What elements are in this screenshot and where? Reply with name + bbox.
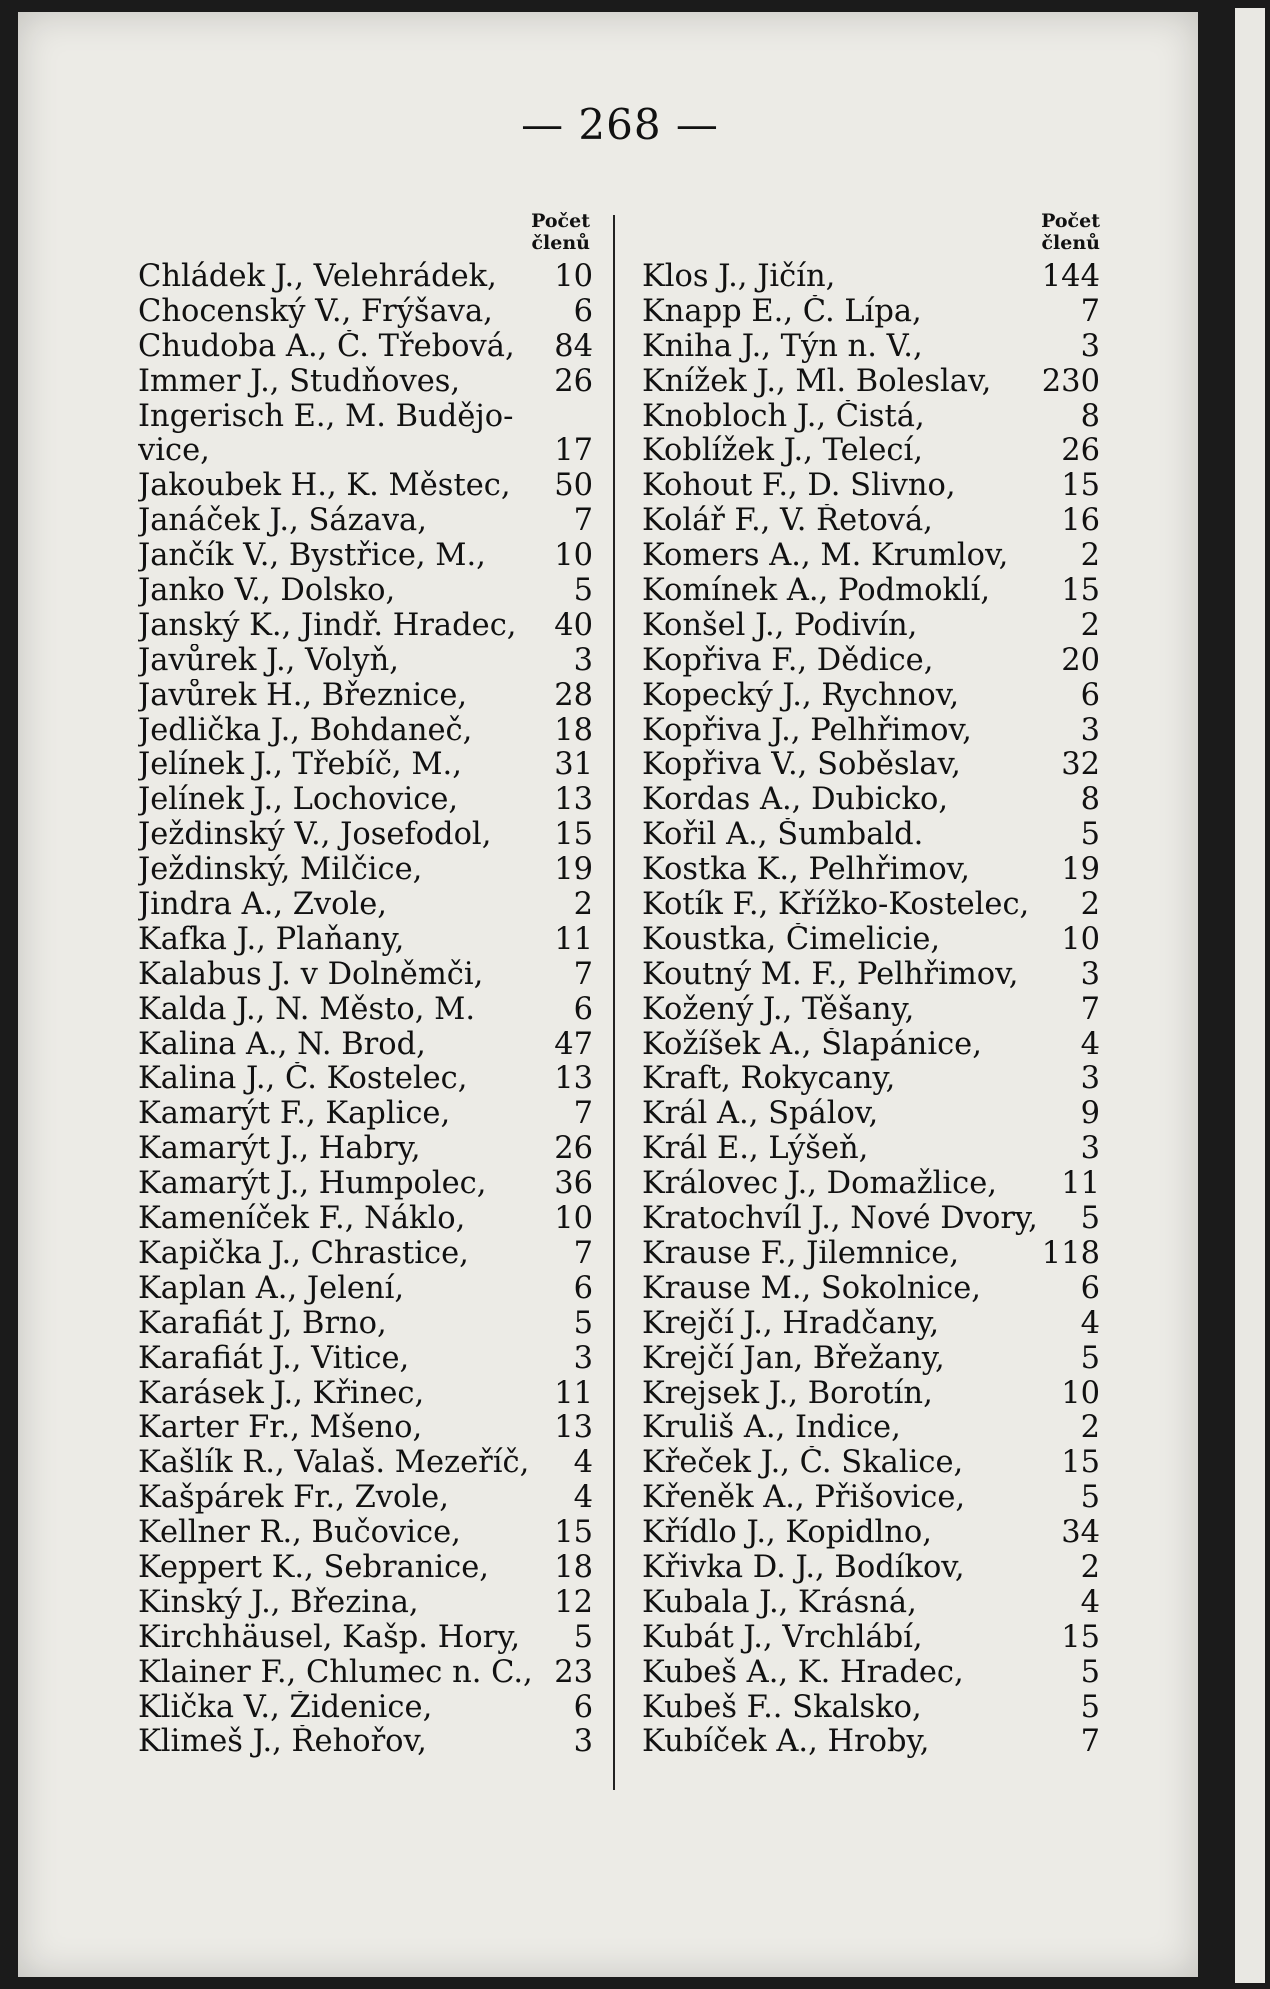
member-count: 7 <box>573 1235 593 1271</box>
list-item <box>642 1586 1100 1621</box>
member-count: 18 <box>554 712 593 748</box>
member-count: 3 <box>573 1724 593 1760</box>
member-name-place: Kniha J., Týn n. V., <box>642 329 923 364</box>
left-column-header-line2: členů <box>531 232 590 254</box>
member-name-place: Kruliš A., Indice, <box>642 1411 901 1446</box>
member-count: 31 <box>554 747 593 783</box>
list-item <box>138 1516 593 1551</box>
member-count: 10 <box>1061 921 1100 957</box>
list-item <box>138 469 593 504</box>
member-name-place: Kolář F., V. Řetová, <box>642 504 933 539</box>
member-count: 2 <box>1080 538 1100 574</box>
list-item <box>138 923 593 958</box>
member-name-place: Chudoba A., Č. Třebová, <box>138 329 515 364</box>
member-name-place: Knížek J., Ml. Boleslav, <box>642 364 992 399</box>
member-name-place: Kraft, Rokycany, <box>642 1062 896 1097</box>
member-name-place: Kaplan A., Jelení, <box>138 1271 405 1306</box>
member-name-place: Kapička J., Chrastice, <box>138 1236 469 1271</box>
list-item <box>642 1028 1100 1063</box>
member-count: 11 <box>554 921 593 957</box>
list-item <box>642 1551 1100 1586</box>
list-item <box>642 1342 1100 1377</box>
member-name-place: Kratochvíl J., Nové Dvory, <box>642 1202 1038 1237</box>
member-name-place: Janský K., Jindř. Hradec, <box>138 608 517 643</box>
member-count: 13 <box>554 1410 593 1446</box>
list-item <box>642 1237 1100 1272</box>
member-name-place: Kubeš F.. Skalsko, <box>642 1690 922 1725</box>
list-item <box>138 1202 593 1237</box>
list-item <box>138 1377 593 1412</box>
right-column-header <box>990 210 1100 254</box>
member-count: 16 <box>1061 503 1100 539</box>
member-name-place: Kopřiva J., Pelhřimov, <box>642 713 972 748</box>
member-count: 10 <box>554 1201 593 1237</box>
list-item <box>138 295 593 330</box>
list-item <box>642 1481 1100 1516</box>
member-name-place: Jančík V., Bystřice, M., <box>138 539 486 574</box>
member-name-place: Křeněk A., Přišovice, <box>642 1481 966 1516</box>
list-item <box>642 574 1100 609</box>
member-name-place: Kostka K., Pelhřimov, <box>642 853 970 888</box>
member-name-place: Jedlička J., Bohdaneč, <box>138 713 473 748</box>
member-count: 5 <box>1080 817 1100 853</box>
member-count: 15 <box>554 817 593 853</box>
member-count: 15 <box>554 1515 593 1551</box>
member-count: 2 <box>1080 607 1100 643</box>
member-count: 2 <box>1080 887 1100 923</box>
member-name-place: Klos J., Jičín, <box>642 260 836 294</box>
member-name-place: Komínek A., Podmoklí, <box>642 574 991 609</box>
member-name-place: Karter Fr., Mšeno, <box>138 1411 423 1446</box>
list-item <box>138 679 593 714</box>
member-count: 15 <box>1061 573 1100 609</box>
member-name-place: Janko V., Dolsko, <box>138 574 396 609</box>
list-item <box>138 1167 593 1202</box>
member-count: 5 <box>1080 1654 1100 1690</box>
member-name-place: Koustka, Čimelicie, <box>642 922 941 957</box>
list-item <box>138 330 593 365</box>
member-count: 23 <box>554 1654 593 1690</box>
list-item <box>642 853 1100 888</box>
member-count: 5 <box>1080 1689 1100 1725</box>
member-count: 26 <box>554 1131 593 1167</box>
list-item <box>138 1411 593 1446</box>
member-name-place: Kafka J., Plaňany, <box>138 922 405 957</box>
list-item <box>138 504 593 539</box>
left-column-header <box>480 210 590 254</box>
member-count: 5 <box>573 1619 593 1655</box>
member-name-place: Keppert K., Sebranice, <box>138 1550 489 1585</box>
member-count: 10 <box>554 538 593 574</box>
list-item <box>138 1691 593 1726</box>
member-count: 34 <box>1061 1515 1100 1551</box>
member-count: 7 <box>573 1096 593 1132</box>
list-item <box>138 888 593 923</box>
list-item <box>642 1272 1100 1307</box>
member-name-place: Javůrek J., Volyň, <box>138 643 399 678</box>
member-name-place: Kameníček F., Náklo, <box>138 1202 466 1237</box>
list-item <box>642 644 1100 679</box>
member-count: 3 <box>573 642 593 678</box>
member-name-place: Kalda J., N. Město, M. <box>138 992 476 1027</box>
member-name-place: Koutný M. F., Pelhřimov, <box>642 957 1019 992</box>
list-item <box>138 1725 593 1760</box>
member-name-place: Kellner R., Bučovice, <box>138 1516 461 1551</box>
member-count: 7 <box>1080 991 1100 1027</box>
member-count: 40 <box>554 607 593 643</box>
member-count: 118 <box>1041 1235 1100 1271</box>
member-name-place: Karásek J., Křinec, <box>138 1376 425 1411</box>
member-name-place: Kamarýt J., Habry, <box>138 1132 421 1167</box>
list-item <box>138 1097 593 1132</box>
column-divider <box>613 215 615 1790</box>
member-count: 2 <box>1080 1549 1100 1585</box>
member-name-place: Kubala J., Krásná, <box>642 1585 917 1620</box>
member-name-place: Immer J., Studňoves, <box>138 364 461 399</box>
member-count: 19 <box>554 852 593 888</box>
list-item <box>138 1237 593 1272</box>
list-item <box>138 400 593 435</box>
member-name-place: Krejčí Jan, Břežany, <box>642 1341 945 1376</box>
member-name-place: Klimeš J., Řehořov, <box>138 1725 427 1760</box>
member-name-place: Kinský J., Březina, <box>138 1585 419 1620</box>
member-count: 2 <box>573 887 593 923</box>
member-name-place: Kalina J., Č. Kostelec, <box>138 1062 468 1097</box>
list-item <box>138 1481 593 1516</box>
list-item <box>642 714 1100 749</box>
list-item <box>138 539 593 574</box>
member-name-place: Král E., Lýšeň, <box>642 1132 869 1167</box>
member-count: 6 <box>573 991 593 1027</box>
list-item <box>642 1411 1100 1446</box>
list-item <box>138 1062 593 1097</box>
list-item <box>642 958 1100 993</box>
member-count: 3 <box>1080 956 1100 992</box>
list-item <box>642 1202 1100 1237</box>
list-item <box>138 1028 593 1063</box>
member-count: 6 <box>1080 1270 1100 1306</box>
list-item <box>138 1446 593 1481</box>
member-count: 3 <box>573 1340 593 1376</box>
member-count: 4 <box>1080 1584 1100 1620</box>
member-name-place: Ježdinský V., Josefodol, <box>138 818 492 853</box>
member-name-place: vice, <box>138 434 210 469</box>
member-name-place: Knobloch J., Čistá, <box>642 399 925 434</box>
list-item <box>642 504 1100 539</box>
right-column-list <box>642 260 1100 1760</box>
member-name-place: Kamarýt F., Kaplice, <box>138 1097 451 1132</box>
member-name-place: Kašpárek Fr., Zvole, <box>138 1481 449 1516</box>
member-name-place: Kirchhäusel, Kašp. Hory, <box>138 1620 521 1655</box>
member-name-place: Kožený J., Těšany, <box>642 992 915 1027</box>
list-item <box>138 783 593 818</box>
member-count: 11 <box>554 1375 593 1411</box>
member-name-place: Ingerisch E., M. Budějo- <box>138 399 514 434</box>
list-item <box>138 1656 593 1691</box>
left-column-header-line1: Počet <box>531 210 590 232</box>
member-count: 3 <box>1080 1131 1100 1167</box>
member-count: 47 <box>554 1026 593 1062</box>
member-name-place: Janáček J., Sázava, <box>138 504 427 539</box>
list-item <box>138 260 593 295</box>
member-count: 15 <box>1061 1619 1100 1655</box>
list-item <box>642 1132 1100 1167</box>
list-item <box>138 574 593 609</box>
member-name-place: Křeček J., Č. Skalice, <box>642 1446 964 1481</box>
member-count: 36 <box>554 1166 593 1202</box>
list-item <box>642 748 1100 783</box>
member-name-place: Ježdinský, Milčice, <box>138 853 423 888</box>
member-name-place: Jakoubek H., K. Městec, <box>138 469 511 504</box>
member-count: 15 <box>1061 468 1100 504</box>
member-count: 26 <box>554 363 593 399</box>
list-item <box>642 400 1100 435</box>
list-item <box>642 1167 1100 1202</box>
list-item <box>642 1307 1100 1342</box>
member-name-place: Královec J., Domažlice, <box>642 1167 997 1202</box>
member-name-place: Král A., Spálov, <box>642 1097 879 1132</box>
member-name-place: Kožíšek A., Šlapánice, <box>642 1027 982 1062</box>
member-count: 12 <box>554 1584 593 1620</box>
member-count: 5 <box>1080 1340 1100 1376</box>
list-item <box>642 260 1100 295</box>
list-item <box>642 1516 1100 1551</box>
member-name-place: Kalabus J. v Dolněmči, <box>138 957 484 992</box>
list-item <box>138 818 593 853</box>
list-item <box>642 330 1100 365</box>
member-name-place: Krejsek J., Borotín, <box>642 1376 933 1411</box>
member-name-place: Jindra A., Zvole, <box>138 888 388 923</box>
member-count: 6 <box>573 293 593 329</box>
member-count: 11 <box>1061 1166 1100 1202</box>
list-item <box>642 923 1100 958</box>
member-name-place: Karafiát J, Brno, <box>138 1306 387 1341</box>
member-name-place: Kopecký J., Rychnov, <box>642 678 960 713</box>
member-count: 6 <box>1080 677 1100 713</box>
list-item <box>138 1586 593 1621</box>
list-item <box>138 1272 593 1307</box>
member-count: 50 <box>554 468 593 504</box>
list-item <box>642 365 1100 400</box>
member-count: 84 <box>554 328 593 364</box>
list-item <box>138 958 593 993</box>
list-item <box>138 644 593 679</box>
member-name-place: Javůrek H., Březnice, <box>138 678 468 713</box>
member-count: 5 <box>573 573 593 609</box>
member-count: 5 <box>1080 1480 1100 1516</box>
member-name-place: Kohout F., D. Slivno, <box>642 469 956 504</box>
list-item <box>138 1132 593 1167</box>
member-count: 19 <box>1061 852 1100 888</box>
list-item <box>642 1377 1100 1412</box>
list-item <box>138 434 593 469</box>
member-count: 4 <box>1080 1305 1100 1341</box>
member-count: 6 <box>573 1689 593 1725</box>
right-column-header-line1: Počet <box>1041 210 1100 232</box>
member-name-place: Kordas A., Dubicko, <box>642 783 949 818</box>
list-item <box>138 853 593 888</box>
member-count: 7 <box>1080 1724 1100 1760</box>
list-item <box>642 679 1100 714</box>
member-count: 7 <box>573 956 593 992</box>
list-item <box>642 1097 1100 1132</box>
list-item <box>138 609 593 644</box>
member-count: 8 <box>1080 782 1100 818</box>
list-item <box>642 888 1100 923</box>
list-item <box>642 1621 1100 1656</box>
list-item <box>138 714 593 749</box>
member-count: 6 <box>573 1270 593 1306</box>
member-name-place: Komers A., M. Krumlov, <box>642 539 1009 574</box>
next-page-edge <box>1235 8 1265 1983</box>
list-item <box>642 1691 1100 1726</box>
member-count: 13 <box>554 1061 593 1097</box>
list-item <box>642 1446 1100 1481</box>
member-name-place: Jelínek J., Lochovice, <box>138 783 459 818</box>
member-count: 4 <box>573 1445 593 1481</box>
left-column-list <box>138 260 593 1760</box>
member-count: 8 <box>1080 398 1100 434</box>
member-count: 20 <box>1061 642 1100 678</box>
member-count: 10 <box>1061 1375 1100 1411</box>
member-name-place: Knapp E., Č. Lípa, <box>642 294 922 329</box>
member-name-place: Kotík F., Křížko-Kostelec, <box>642 888 1030 923</box>
member-count: 32 <box>1061 747 1100 783</box>
list-item <box>138 1342 593 1377</box>
list-item <box>642 539 1100 574</box>
member-name-place: Kubát J., Vrchlábí, <box>642 1620 923 1655</box>
list-item <box>138 748 593 783</box>
right-column-header-line2: členů <box>1041 232 1100 254</box>
list-item <box>138 993 593 1028</box>
member-count: 5 <box>1080 1201 1100 1237</box>
member-count: 26 <box>1061 433 1100 469</box>
member-name-place: Chládek J., Velehrádek, <box>138 260 497 294</box>
list-item <box>642 609 1100 644</box>
list-item <box>642 1062 1100 1097</box>
page-number: — 268 — <box>521 100 719 149</box>
list-item <box>642 783 1100 818</box>
member-count: 13 <box>554 782 593 818</box>
member-name-place: Jelínek J., Třebíč, M., <box>138 748 462 783</box>
member-count: 9 <box>1080 1096 1100 1132</box>
member-count: 144 <box>1041 259 1100 294</box>
list-item <box>642 469 1100 504</box>
member-name-place: Krause F., Jilemnice, <box>642 1236 960 1271</box>
member-count: 7 <box>1080 293 1100 329</box>
list-item <box>642 818 1100 853</box>
list-item <box>642 1725 1100 1760</box>
member-count: 4 <box>1080 1026 1100 1062</box>
member-count: 230 <box>1041 363 1100 399</box>
member-count: 28 <box>554 677 593 713</box>
member-name-place: Klička V., Židenice, <box>138 1690 433 1725</box>
member-count: 3 <box>1080 328 1100 364</box>
member-count: 5 <box>573 1305 593 1341</box>
member-name-place: Klainer F., Chlumec n. C., <box>138 1655 533 1690</box>
list-item <box>642 1656 1100 1691</box>
member-count: 18 <box>554 1549 593 1585</box>
member-count: 10 <box>554 259 593 294</box>
list-item <box>138 1621 593 1656</box>
member-name-place: Konšel J., Podivín, <box>642 608 918 643</box>
member-name-place: Kopřiva F., Dědice, <box>642 643 934 678</box>
member-name-place: Chocenský V., Frýšava, <box>138 294 493 329</box>
member-name-place: Koblížek J., Telecí, <box>642 434 923 469</box>
member-count: 15 <box>1061 1445 1100 1481</box>
member-count: 2 <box>1080 1410 1100 1446</box>
list-item <box>138 1307 593 1342</box>
list-item <box>138 365 593 400</box>
member-name-place: Karafiát J., Vitice, <box>138 1341 410 1376</box>
member-name-place: Kalina A., N. Brod, <box>138 1027 426 1062</box>
member-name-place: Kubeš A., K. Hradec, <box>642 1655 964 1690</box>
member-name-place: Kamarýt J., Humpolec, <box>138 1167 487 1202</box>
member-count: 17 <box>554 433 593 469</box>
list-item <box>642 434 1100 469</box>
list-item <box>642 295 1100 330</box>
list-item <box>642 993 1100 1028</box>
member-count: 7 <box>573 503 593 539</box>
member-name-place: Kubíček A., Hroby, <box>642 1725 930 1760</box>
member-name-place: Kašlík R., Valaš. Mezeříč, <box>138 1446 530 1481</box>
member-name-place: Krause M., Sokolnice, <box>642 1271 981 1306</box>
list-item <box>138 1551 593 1586</box>
member-count <box>553 400 593 435</box>
member-count: 3 <box>1080 1061 1100 1097</box>
member-name-place: Kořil A., Šumbald. <box>642 818 924 853</box>
member-name-place: Křivka D. J., Bodíkov, <box>642 1550 965 1585</box>
member-name-place: Krejčí J., Hradčany, <box>642 1306 940 1341</box>
member-count: 3 <box>1080 712 1100 748</box>
member-name-place: Kopřiva V., Soběslav, <box>642 748 961 783</box>
member-name-place: Křídlo J., Kopidlno, <box>642 1516 932 1551</box>
member-count: 4 <box>573 1480 593 1516</box>
